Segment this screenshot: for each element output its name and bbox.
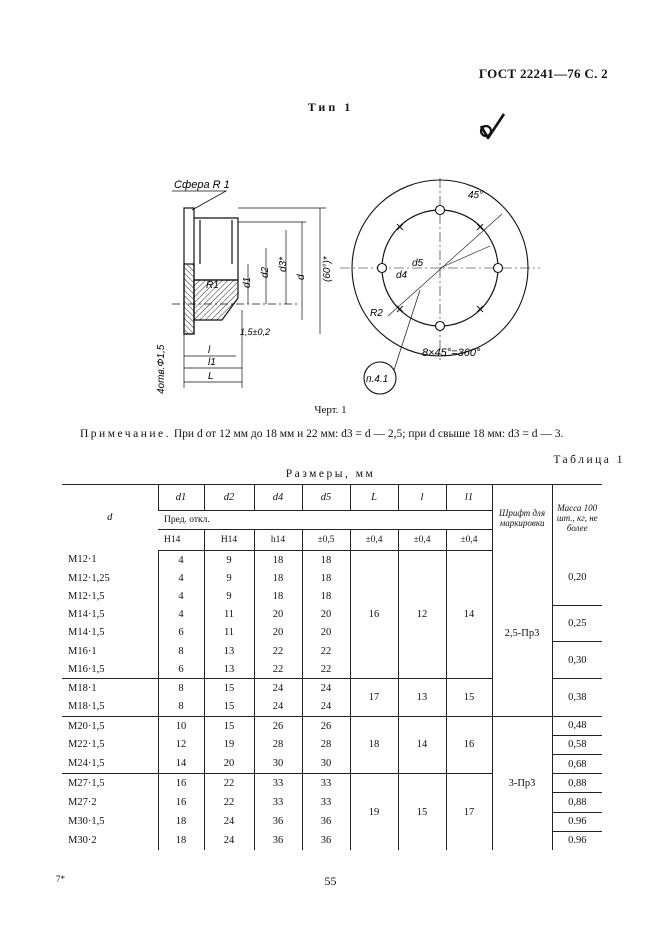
cell-d5: 18 — [302, 587, 350, 605]
d3-label: d3* — [278, 256, 289, 272]
tol-l: ±0,4 — [398, 530, 446, 551]
sphere-r1-label: Сфера R 1 — [174, 179, 230, 191]
cell-d1: 4 — [158, 569, 204, 587]
col-L-header: L — [350, 485, 398, 511]
cell-L: 19 — [350, 774, 398, 850]
col-l-header: l — [398, 485, 446, 511]
cell-d4: 28 — [254, 735, 302, 754]
length-label: L — [208, 371, 214, 382]
angle45-label: 45° — [468, 190, 484, 201]
cell-d5: 18 — [302, 569, 350, 587]
cell-d5: 22 — [302, 642, 350, 660]
cell-d1: 18 — [158, 831, 204, 850]
cell-d5: 33 — [302, 793, 350, 812]
cell-d2: 9 — [204, 569, 254, 587]
r2-label: R2 — [370, 308, 383, 319]
col-font-header: Шрифт для маркировки — [492, 485, 552, 551]
col-d2-header: d2 — [204, 485, 254, 511]
cell-d: М16·1 — [68, 645, 97, 657]
page-number: 55 — [324, 874, 337, 888]
cell-d2: 22 — [204, 774, 254, 793]
cell-d: М18·1 — [62, 679, 158, 698]
cell-L: 18 — [350, 716, 398, 774]
cell-d5: 18 — [302, 551, 350, 570]
cell-d: М30·2 — [68, 835, 97, 847]
cell-font: 2,5-Пр3 — [492, 551, 552, 717]
note-lead: Примечание. — [80, 428, 171, 440]
checkmark-icon — [476, 112, 506, 144]
col-d-header: d — [62, 485, 158, 551]
standard-header: ГОСТ 22241—76 С. 2 — [478, 66, 608, 81]
cell-d5: 36 — [302, 831, 350, 850]
cell-d2: 24 — [204, 831, 254, 850]
cell-d4: 18 — [254, 569, 302, 587]
cell-d: М22·1,5 — [68, 739, 105, 751]
col-mass-header: Масса 100 шт., кг, не более — [552, 485, 602, 551]
note — [80, 428, 620, 440]
cell-d1: 16 — [158, 793, 204, 812]
cell-mass: 0,48 — [552, 716, 602, 735]
cell-d4: 18 — [254, 587, 302, 605]
cell-d4: 20 — [254, 606, 302, 624]
col-d5-header: d5 — [302, 485, 350, 511]
cell-l1: 14 — [446, 551, 492, 679]
cell-d5: 22 — [302, 660, 350, 679]
cell-d1: 12 — [158, 735, 204, 754]
cell-d4: 30 — [254, 755, 302, 774]
holes-label: 4отв.Ф1,5 — [156, 344, 167, 394]
col-d4-header: d4 — [254, 485, 302, 511]
cell-d4: 24 — [254, 679, 302, 698]
cell-l: 14 — [398, 716, 446, 774]
figure-caption: Черт. 1 — [314, 404, 347, 416]
cell-d2: 9 — [204, 551, 254, 570]
note-text: При d от 12 мм до 18 мм и 22 мм: d3 = d — 2,5; при d свыше 18 мм: d3 = d — 3. — [173, 428, 564, 440]
cell-d5: 20 — [302, 624, 350, 642]
cell-d4: 24 — [254, 698, 302, 717]
cell-d2: 11 — [204, 606, 254, 624]
cell-mass: 0,30 — [552, 642, 602, 679]
technical-drawing — [150, 160, 540, 400]
cell-mass: 0,25 — [552, 606, 602, 642]
cell-d1: 8 — [158, 642, 204, 660]
cell-d2: 13 — [204, 660, 254, 679]
cell-d2: 15 — [204, 698, 254, 717]
cell-d5: 24 — [302, 679, 350, 698]
cell-mass: 0.96 — [552, 831, 602, 850]
cell-L: 16 — [350, 551, 398, 679]
d1-label: d1 — [242, 276, 253, 288]
cell-d2: 15 — [204, 716, 254, 735]
cell-d1: 4 — [158, 551, 204, 570]
tol-l1: ±0,4 — [446, 530, 492, 551]
cell-l1: 17 — [446, 774, 492, 850]
cell-d2: 22 — [204, 793, 254, 812]
cell-d1: 6 — [158, 624, 204, 642]
tol-d1: H14 — [158, 530, 204, 551]
cell-mass: 0,38 — [552, 679, 602, 716]
cell-l1: 15 — [446, 679, 492, 716]
cell-mass: 0,58 — [552, 735, 602, 754]
col-d1-header: d1 — [158, 485, 204, 511]
table-row — [62, 551, 602, 570]
cell-d4: 20 — [254, 624, 302, 642]
l-label: l — [208, 345, 211, 356]
cell-d1: 16 — [158, 774, 204, 793]
cell-d1: 6 — [158, 660, 204, 679]
cell-d: М20·1,5 — [62, 716, 158, 735]
cell-d1: 4 — [158, 587, 204, 605]
cell-d4: 22 — [254, 660, 302, 679]
cell-d2: 15 — [204, 679, 254, 698]
cell-l: 13 — [398, 679, 446, 716]
cell-d1: 4 — [158, 606, 204, 624]
d5-label: d5 — [412, 258, 424, 269]
cell-d2: 24 — [204, 812, 254, 831]
table-title: Размеры, мм — [285, 468, 376, 480]
cell-d1: 18 — [158, 812, 204, 831]
angles-total-label: 8×45°=360° — [422, 347, 481, 359]
tol-d5: ±0,5 — [302, 530, 350, 551]
table-row — [62, 716, 602, 735]
table-number: Таблица 1 — [553, 454, 625, 466]
d-label: d — [296, 274, 307, 280]
cell-d: М16·1,5 — [68, 663, 105, 675]
tol-L: ±0,4 — [350, 530, 398, 551]
footnote-mark: 7* — [56, 874, 65, 884]
tol-d4: h14 — [254, 530, 302, 551]
angle60-label: (60°)* — [322, 256, 333, 282]
type-title: Тип 1 — [307, 100, 354, 114]
dim15-label: 1,5±0,2 — [240, 327, 270, 337]
cell-d1: 8 — [158, 679, 204, 698]
l1-label: l1 — [208, 357, 216, 368]
cell-l: 12 — [398, 551, 446, 679]
cell-d4: 22 — [254, 642, 302, 660]
cell-d4: 36 — [254, 812, 302, 831]
dimensions-table — [62, 484, 602, 850]
cell-d4: 36 — [254, 831, 302, 850]
cell-d4: 18 — [254, 551, 302, 570]
cell-d5: 28 — [302, 735, 350, 754]
cell-d5: 20 — [302, 606, 350, 624]
cell-d2: 9 — [204, 587, 254, 605]
cell-d2: 11 — [204, 624, 254, 642]
cell-d: М27·2 — [68, 797, 97, 809]
cell-d: М14·1,5 — [68, 627, 105, 639]
r1-label: R1 — [206, 280, 219, 291]
sphere-label — [172, 179, 230, 210]
tolerance-header: Пред. откл. — [158, 511, 492, 530]
cell-d: М12·1,25 — [68, 572, 110, 584]
cell-d1: 14 — [158, 755, 204, 774]
cell-font: 3-Пр3 — [492, 716, 552, 850]
cell-d4: 33 — [254, 774, 302, 793]
cell-d1: 8 — [158, 698, 204, 717]
cell-d4: 33 — [254, 793, 302, 812]
cell-d5: 26 — [302, 716, 350, 735]
d4-label: d4 — [396, 270, 408, 281]
cell-d: М30·1,5 — [68, 816, 105, 828]
cell-d2: 20 — [204, 755, 254, 774]
cell-d2: 13 — [204, 642, 254, 660]
tol-d2: H14 — [204, 530, 254, 551]
cell-d4: 26 — [254, 716, 302, 735]
col-l1-header: l1 — [446, 485, 492, 511]
cell-d5: 33 — [302, 774, 350, 793]
cell-l: 15 — [398, 774, 446, 850]
cell-d: М14·1,5 — [68, 609, 105, 621]
cell-L: 17 — [350, 679, 398, 716]
cell-mass: 0,68 — [552, 755, 602, 774]
cell-mass: 0,20 — [552, 551, 602, 606]
cell-d: М18·1,5 — [68, 701, 105, 713]
cell-mass: 0.96 — [552, 812, 602, 831]
cell-d: М24·1,5 — [68, 758, 105, 770]
cell-d: М12·1 — [68, 554, 97, 566]
cell-mass: 0,88 — [552, 774, 602, 793]
d2-label: d2 — [260, 266, 271, 278]
cell-d2: 19 — [204, 735, 254, 754]
cell-mass: 0,88 — [552, 793, 602, 812]
cell-d1: 10 — [158, 716, 204, 735]
cell-d: М12·1,5 — [68, 590, 105, 602]
callout-label: п.4.1 — [366, 374, 389, 385]
cell-d5: 30 — [302, 755, 350, 774]
cell-d5: 24 — [302, 698, 350, 717]
cell-d: М27·1,5 — [62, 774, 158, 793]
cell-d5: 36 — [302, 812, 350, 831]
cell-l1: 16 — [446, 716, 492, 774]
